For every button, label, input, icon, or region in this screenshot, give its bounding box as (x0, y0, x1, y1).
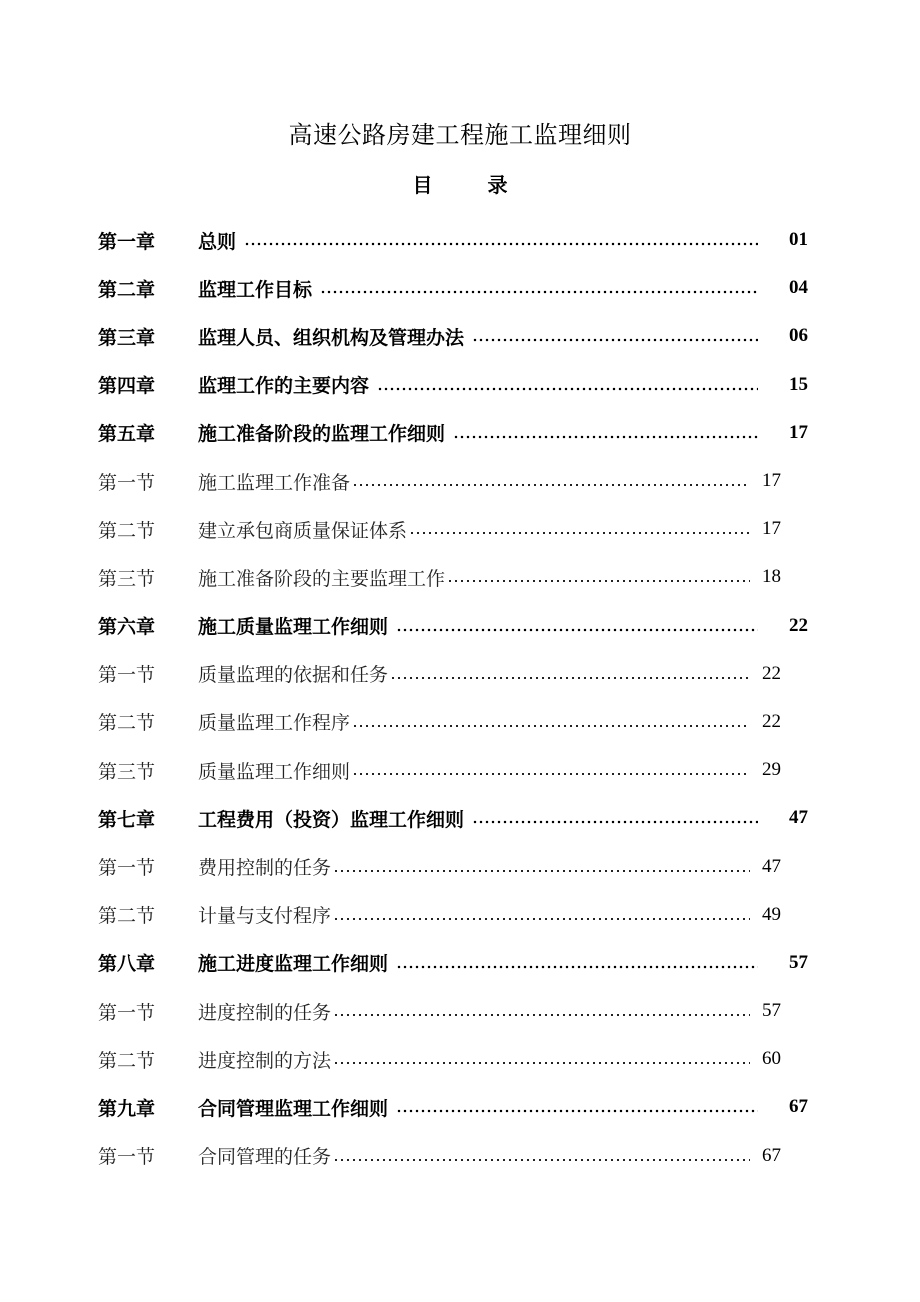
dot-leader (352, 772, 750, 776)
toc-entry-label: 第二节 (98, 519, 156, 542)
toc-entry-title: 施工准备阶段的监理工作细则 (198, 423, 446, 446)
toc-entry-page-number: 67 (762, 1144, 781, 1166)
toc-entry-title: 费用控制的任务 (198, 857, 332, 880)
dot-leader (409, 531, 750, 535)
toc-entry-label: 第二节 (98, 1049, 156, 1072)
toc-section-row[interactable] (98, 505, 808, 553)
dot-leader (333, 1013, 750, 1017)
toc-entry-title: 合同管理的任务 (198, 1146, 332, 1169)
toc-section-row[interactable] (98, 553, 808, 601)
toc-entry-label: 第一节 (98, 664, 156, 687)
toc-entry-page-number: 17 (762, 518, 781, 540)
toc-entry-page-number: 01 (789, 229, 808, 251)
toc-entry-label: 第四章 (98, 375, 156, 398)
toc-chapter-row[interactable] (98, 602, 808, 650)
toc-entry-title: 监理工作的主要内容 (198, 375, 370, 398)
toc-entry-page-number: 47 (762, 855, 781, 877)
dot-leader (333, 869, 750, 873)
toc-entry-page-number: 17 (762, 470, 781, 492)
toc-entry-page-number: 57 (789, 951, 808, 973)
dot-leader (333, 1158, 750, 1162)
toc-entry-label: 第一节 (98, 857, 156, 880)
toc-entry-page-number: 57 (762, 1000, 781, 1022)
dot-leader (244, 242, 758, 246)
dot-leader (396, 965, 758, 969)
toc-section-row[interactable] (98, 746, 808, 794)
toc-entry-page-number: 22 (762, 662, 781, 684)
toc-entry-label: 第一节 (98, 1001, 156, 1024)
dot-leader (472, 338, 758, 342)
toc-chapter-row[interactable] (98, 361, 808, 409)
toc-entry-page-number: 22 (762, 710, 781, 732)
toc-entry-title: 计量与支付程序 (198, 905, 332, 928)
toc-chapter-row[interactable] (98, 264, 808, 312)
toc-entry-title: 合同管理监理工作细则 (198, 1097, 389, 1120)
toc-entry-label: 第一节 (98, 1146, 156, 1169)
toc-entry-page-number: 18 (762, 566, 781, 588)
toc-entry-label: 第五章 (98, 423, 156, 446)
toc-entry-label: 第二节 (98, 712, 156, 735)
dot-leader (453, 435, 758, 439)
dot-leader (333, 1061, 750, 1065)
toc-entry-label: 第九章 (98, 1097, 156, 1120)
toc-entry-page-number: 17 (789, 421, 808, 443)
dot-leader (352, 724, 750, 728)
toc-entry-label: 第三节 (98, 567, 156, 590)
toc-entry-title: 监理人员、组织机构及管理办法 (198, 326, 465, 349)
toc-entry-label: 第八章 (98, 953, 156, 976)
toc-entry-label: 第二节 (98, 905, 156, 928)
toc-heading-right: 录 (487, 173, 508, 197)
toc-entry-title: 监理工作目标 (198, 278, 313, 301)
toc-entry-page-number: 49 (762, 903, 781, 925)
dot-leader (390, 676, 750, 680)
toc-entry-title: 工程费用（投资）监理工作细则 (198, 808, 465, 831)
toc-entry-title: 质量监理工作细则 (198, 760, 351, 783)
toc-section-row[interactable] (98, 650, 808, 698)
toc-entry-title: 施工监理工作准备 (198, 471, 351, 494)
dot-leader (396, 628, 758, 632)
dot-leader (333, 917, 750, 921)
dot-leader (396, 1109, 758, 1113)
toc-chapter-row[interactable] (98, 312, 808, 360)
dot-leader (320, 290, 758, 294)
document-title: 高速公路房建工程施工监理细则 (288, 121, 632, 149)
toc-entry-page-number: 06 (789, 325, 808, 347)
toc-entry-page-number: 15 (789, 373, 808, 395)
dot-leader (352, 483, 750, 487)
table-of-contents (98, 216, 808, 1180)
toc-entry-label: 第一章 (98, 230, 156, 253)
toc-entry-title: 总则 (198, 230, 237, 253)
toc-entry-page-number: 29 (762, 759, 781, 781)
toc-entry-title: 质量监理工作程序 (198, 712, 351, 735)
toc-section-row[interactable] (98, 842, 808, 890)
toc-section-row[interactable] (98, 987, 808, 1035)
toc-chapter-row[interactable] (98, 794, 808, 842)
toc-chapter-row[interactable] (98, 939, 808, 987)
toc-entry-title: 施工质量监理工作细则 (198, 616, 389, 639)
toc-entry-page-number: 04 (789, 277, 808, 299)
toc-entry-label: 第二章 (98, 278, 156, 301)
toc-chapter-row[interactable] (98, 216, 808, 264)
toc-entry-label: 第七章 (98, 808, 156, 831)
dot-leader (472, 820, 758, 824)
toc-chapter-row[interactable] (98, 409, 808, 457)
toc-entry-title: 进度控制的方法 (198, 1049, 332, 1072)
dot-leader (377, 387, 758, 391)
toc-entry-page-number: 60 (762, 1048, 781, 1070)
toc-chapter-row[interactable] (98, 1083, 808, 1131)
toc-section-row[interactable] (98, 698, 808, 746)
toc-entry-title: 施工准备阶段的主要监理工作 (198, 567, 446, 590)
toc-section-row[interactable] (98, 1035, 808, 1083)
toc-entry-label: 第六章 (98, 616, 156, 639)
toc-entry-page-number: 47 (789, 807, 808, 829)
toc-section-row[interactable] (98, 891, 808, 939)
toc-entry-title: 进度控制的任务 (198, 1001, 332, 1024)
toc-heading (0, 170, 920, 200)
toc-section-row[interactable] (98, 1132, 808, 1180)
toc-entry-title: 建立承包商质量保证体系 (198, 519, 408, 542)
toc-entry-title: 质量监理的依据和任务 (198, 664, 389, 687)
toc-entry-page-number: 22 (789, 614, 808, 636)
toc-entry-label: 第一节 (98, 471, 156, 494)
dot-leader (447, 579, 750, 583)
toc-entry-page-number: 67 (789, 1096, 808, 1118)
toc-heading-left: 目 (412, 173, 433, 197)
toc-entry-label: 第三节 (98, 760, 156, 783)
toc-section-row[interactable] (98, 457, 808, 505)
toc-entry-label: 第三章 (98, 326, 156, 349)
toc-entry-title: 施工进度监理工作细则 (198, 953, 389, 976)
